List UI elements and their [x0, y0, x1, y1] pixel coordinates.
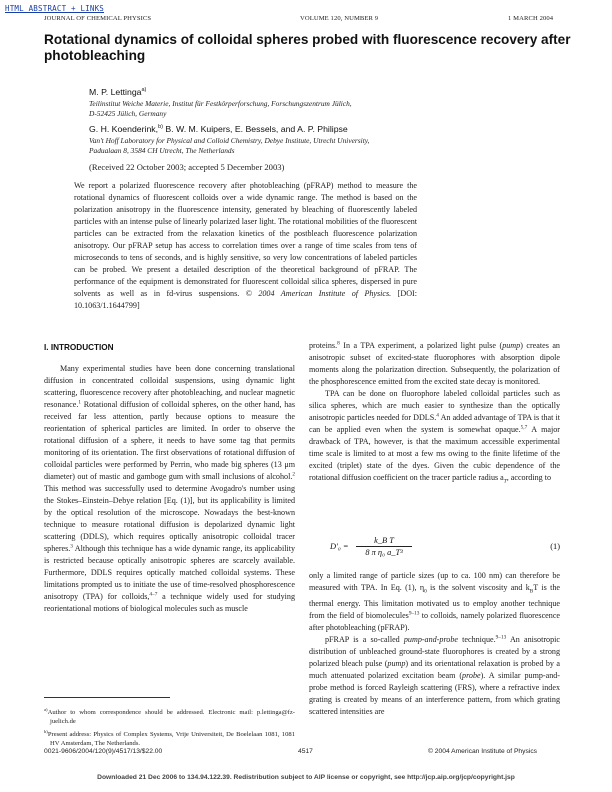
- citation[interactable]: 4–7: [149, 591, 158, 598]
- paragraph: only a limited range of particle sizes (up to ca. 100 nm) can therefore be measured with TPA. In Eq. (1), $\eta_0$ is the solvent viscosity and $k_BT$ is the thermal energy. This limitation motivated us to employ another technique from the field of biomolecules$^{9-13}$ to colloids, namely polarized fluorescence after photobleaching (pFRAP).: [309, 571, 560, 632]
- paragraph: TPA can be done on fluorophore labeled colloidal particles such as silica spheres, which are much easier to synthesize than the optically anisotropic particles needed for DDLS.$^4$ An added advantage of TPA is that it can be applied even when the system is somewhat opaque.$^{5,7}$ A major drawback of TPA, however, is that the maximum accessible experimental time scale is limited to at most a few ms owing to the finite lifetime of the excited (triplet) state of the dyes. Given the cubic dependence of the rotational diffusion coefficient on the tracer particle radius $a_T$, according to: [309, 389, 560, 485]
- footnote: $^{b)}$Present address: Physics of Complex Systems, Vrije Universiteit, De Boelelaan 1081, 1081 HV Amsterdam, The Netherlands.: [44, 729, 295, 748]
- paragraph: pFRAP is a so-called pump-and-probe technique.$^{9-13}$ An anisotropic distribution of unbleached ground-state fluorophores is created by a strong polarized bleach pulse (pump) and its orientational relaxation is probed by a much attenuated polarized excitation beam (probe). A similar pump-and-probe method is forced Rayleigh scattering (FRS), where a refractive index grating is created by means of an interference pattern, from which grating scattered intensities are: [309, 633, 560, 716]
- issue-date: 1 MARCH 2004: [508, 15, 554, 22]
- column-right-bottom: [309, 570, 560, 718]
- equation-fraction: [356, 536, 412, 557]
- paragraph: proteins.$^8$ In a TPA experiment, a polarized light pulse (pump) creates an anisotropic subset of excited-state fluorophores with absorption dipole moments along the polarization direction. Subsequently, the polarization of the phosphorescence emitted from the excited state decay is monitored.: [309, 340, 560, 386]
- affiliation-1: [89, 99, 352, 119]
- html-abstract-links[interactable]: HTML ABSTRACT + LINKS: [5, 4, 105, 13]
- footnote: $^{a)}$Author to whom correspondence should be addressed. Electronic mail: p.lettinga@fz-juelich.de: [44, 707, 295, 726]
- affiliation-line: Teilinstitut Weiche Materie, Institut für Festkörperforschung, Forschungszentrum Jülich,: [89, 99, 352, 108]
- citation[interactable]: 5,7: [520, 424, 528, 431]
- doi[interactable]: [DOI: 10.1063/1.1644799]: [74, 289, 417, 310]
- author-names: B. W. M. Kuipers, E. Bessels, and A. P. Philipse: [162, 124, 348, 134]
- equation-lhs: D′₀ =: [330, 542, 349, 551]
- paper-title: Rotational dynamics of colloidal spheres probed with fluorescence recovery after photobleaching: [44, 32, 571, 63]
- affiliation-2: [89, 136, 369, 156]
- author-line-1: [89, 87, 146, 97]
- equation-1: [330, 536, 560, 566]
- download-notice: Downloaded 21 Dec 2006 to 134.94.122.39. Redistribution subject to AIP license or copyright, see http://jcp.aip.org/jcp/copyright.jsp: [97, 774, 515, 781]
- column-left: [44, 363, 295, 615]
- citation[interactable]: 8: [337, 340, 340, 347]
- footnotes: [44, 705, 295, 749]
- journal-name: JOURNAL OF CHEMICAL PHYSICS: [44, 15, 152, 22]
- footnote-divider: [44, 697, 170, 698]
- column-right-top: [309, 340, 560, 488]
- footnote-mark: a): [141, 87, 147, 94]
- abstract: [74, 180, 417, 312]
- citation[interactable]: 2: [292, 471, 295, 478]
- footer-code: 0021-9606/2004/120(9)/4517/13/$22.00: [44, 748, 163, 755]
- footnote-mark: b): [158, 124, 163, 131]
- affiliation-line: D-52425 Jülich, Germany: [89, 109, 167, 118]
- volume-number: VOLUME 120, NUMBER 9: [300, 15, 379, 22]
- equation-number: (1): [550, 542, 560, 551]
- received-dates: (Received 22 October 2003; accepted 5 December 2003): [89, 162, 285, 172]
- footer-copyright: © 2004 American Institute of Physics: [428, 748, 538, 755]
- abstract-body: We report a polarized fluorescence recovery after photobleaching (pFRAP) method to measure the rotational dynamics of fluorescent colloids over a wide dynamic range. The method is based on the polarization anisotropy in the fluorescence intensity, generated by bleaching of fluorescently labeled particles with an intense pulse of linearly polarized laser light. The rotational mobilities of the fluorescent particles can be extracted from the relaxation kinetics of the postbleach fluorescence polarization anisotropy. Our pFRAP setup has access to correlation times over a range of time scales from tens of microseconds to tens of seconds, and is highly sensitive, so very low concentrations of labeled particles can be probed. We present a detailed description of the theoretical background of pFRAP. The performance of the equipment is demonstrated for fluorescent colloidal silica spheres, dispersed in pure solvents as well as in fd-virus suspensions.: [74, 181, 417, 298]
- author-names: M. P. Lettinga: [89, 87, 142, 97]
- affiliation-line: Van't Hoff Laboratory for Physical and Colloid Chemistry, Debye Institute, Utrecht University,: [89, 136, 370, 145]
- affiliation-line: Padualaan 8, 3584 CH Utrecht, The Netherlands: [89, 146, 235, 155]
- author-line-2: [89, 124, 348, 134]
- equation-denominator: 8 π η₀ a_T³: [365, 548, 403, 557]
- abstract-copyright: © 2004 American Institute of Physics.: [245, 289, 392, 298]
- author-names: G. H. Koenderink,: [89, 124, 159, 134]
- citation[interactable]: 3: [70, 543, 73, 550]
- page-number: 4517: [298, 748, 313, 755]
- equation-numerator: k_B T: [356, 536, 412, 547]
- citation[interactable]: 1: [78, 399, 82, 406]
- citation[interactable]: 9–13: [495, 633, 507, 640]
- section-heading: I. INTRODUCTION: [44, 343, 114, 352]
- paragraph: Many experimental studies have been done concerning translational diffusion in concentrated colloidal suspensions, using dynamic light scattering, fluorescence recovery after photobleaching, and nuclear magnetic resonance.$^1$ Rotational diffusion of colloidal spheres, on the other hand, has received far less attention, partly because options to measure the reorientation of spherical particles are limited. In order to observe the rotational diffusion of a sphere, it needs to have some tag that permits monitoring of its orientation. The first observations of rotational diffusion of colloidal particles were performed by Perrin, who made big spheres (13 μm diameter) out of mastic and gamboge gum with small inclusions of alcohol.$^2$ This method was successfully used to determine Avogadro's number using the Stokes–Einstein–Debye relation [Eq. (1)], but its applicability is limited by the optical resolution of the microscope. Nowadays the best-known technique to measure rotational diffusion is depolarized dynamic light scattering (DDLS), which requires optically anisotropic colloidal tracer spheres.$^3$ Although this technique has a wide dynamic range, its applicability is restricted because optically anisotropic spheres are scarcely available. Furthermore, DDLS requires optically matched colloidal systems. These limitations prompted us to initiate the use of time-resolved phosphorescence anisotropy (TPA) for colloids,$^{4-7}$ a technique widely used for studying reorientational motions of biological molecules such as muscle: [44, 364, 295, 613]
- citation[interactable]: 9–13: [408, 609, 420, 616]
- citation[interactable]: 4: [436, 412, 439, 419]
